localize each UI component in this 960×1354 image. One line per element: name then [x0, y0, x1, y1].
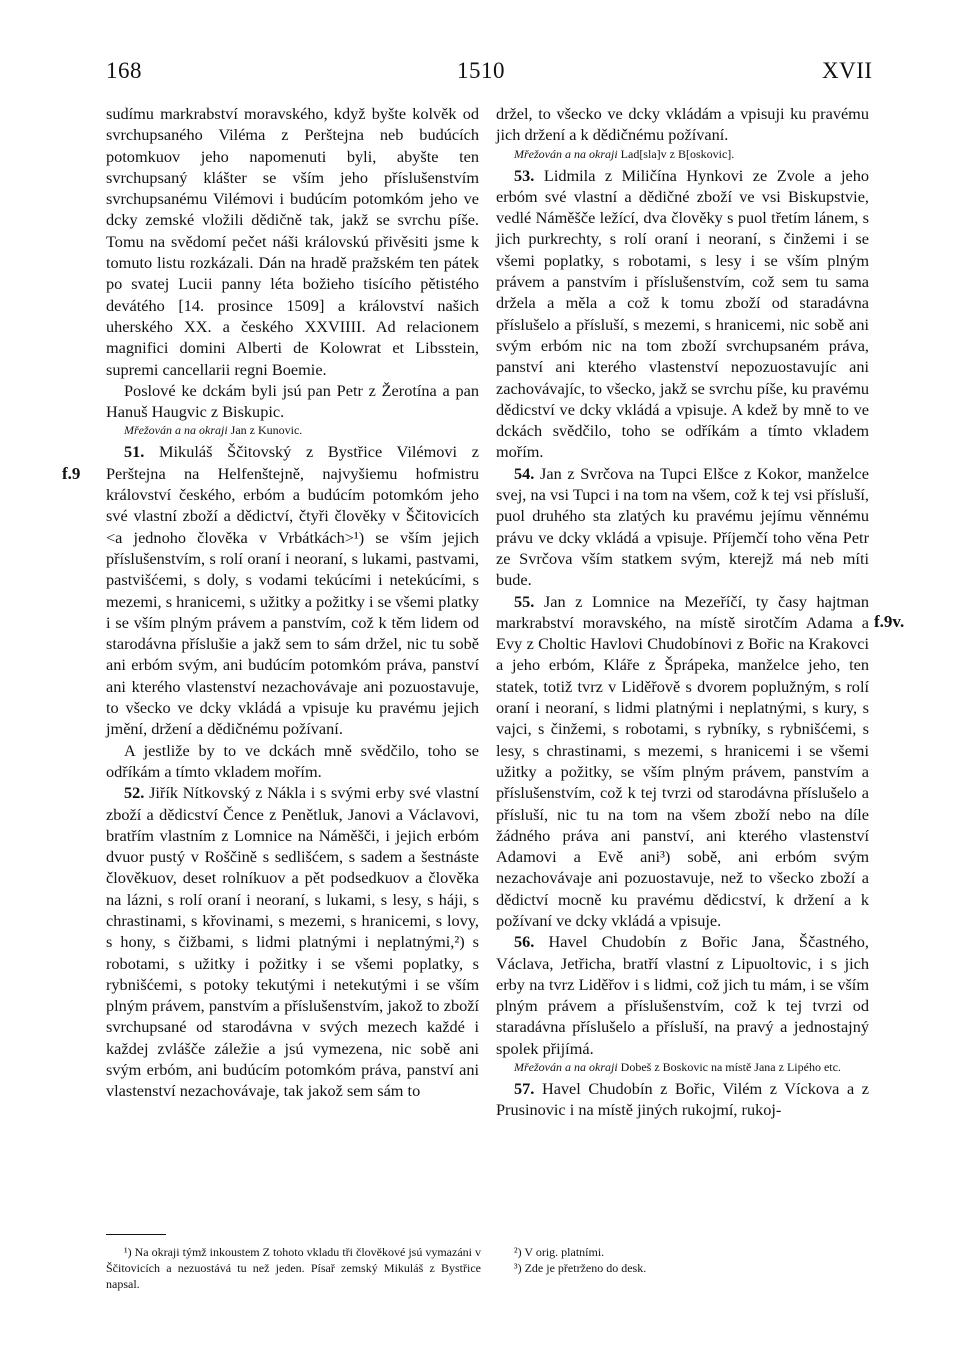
- entry-number: 51.: [124, 442, 145, 462]
- entry-number: 54.: [514, 463, 535, 483]
- entry-number: 52.: [124, 783, 145, 803]
- remark-label: Mřežován a na okraji: [514, 1060, 618, 1075]
- entry-number: 53.: [514, 165, 535, 185]
- paragraph-text: Havel Chudobín z Bořic, Vilém z Víckova a z Prusinovic i na místě jiných rukojmí, rukoj-: [496, 1079, 869, 1120]
- remark-text: Dobeš z Boskovic na místě Jana z Lipého etc.: [620, 1060, 841, 1075]
- margin-remark: [106, 422, 479, 439]
- paragraph-text: Havel Chudobín z Bořic Jana, Ščastného, Václava, Jetřicha, bratří vlastní z Lipuoltovic, i s jich erby na tvrz Liděřov i s lidmi, což jich tu mám, i se vším plným právem a příslušenstvím, což k tej tvrzi od staradávna příslušelo a přísluší, na pravý a jednostajný spolek přijímá.: [496, 932, 870, 1058]
- paragraph-text: Mikuláš Ščitovský z Bystřice Vilémovi z Perštejna na Helfenštejně, najvyšiemu hofmistru království českého, erbóm a budúcím potomkóm jeho své vlastní zboží a dědictví, čtyři člověky v Ščitovicích <a jednoho člověka v Vrbátkách>¹) se vším jejich příslušenstvím, s rolí oraní i neoraní, s lukami, pastvami, pastvišćemi, s doly, s vodami tekúcími i netekúcími, s mezemi, s hranicemi, s užitky a požitky i se všemi platky i se vším plným právem a panstvím, což k těm lidem od starodávna příslušie a jakž sem to sám držel, nic tu sobě ani erbóm svým, ani budúcím potomkóm práva, panství ani kterého vlastenství nezachovávaje ani pozuostavuje, to všecko ve dcky vkládá a vpisuje ku pravému jejich jmění, držení a dědičnému požívaní.: [106, 442, 479, 739]
- footnotes-right: [496, 1244, 871, 1276]
- paragraph-text: Jan z Lomnice na Mezeříčí, ty časy hajtman markrabství moravského, na místě sirotčím Adama a Evy z Choltic Havlovi Chudobínovi z Bořic na Krakovci a jeho erbóm, Kláře z Šprápeka, manželce jeho, ten statek, totiž tvrz v Liděřově s dvorem poplužným, s rolí oraní i neoraní, s lidmi platnými i neplatnými, s kury, s vajci, s činžemi, s robotami, s rybníky, s rybnišćemi, s lesy, s chrastinami, s mezemi, s hranicemi i se všemi užitky a požitky, se vším plným právem, panstvím a příslušenstvím, což k tej tvrzi od starodávna příslušelo a přísluší, nic tu na tom na všem zboží nebo na díle žádného práva ani panství, ani kterého vlastenství Adamovi a Evě ani³) sobě, ani erbóm svým nezachovávaje ani pozuostavuje, než to všecko zboží a dědictví mocně ku pravému dědicství, k držení a k požívaní ve dcky vkládá a vpisuje.: [496, 591, 869, 930]
- left-column: [106, 103, 479, 1102]
- margin-remark: [496, 146, 869, 163]
- text-paragraph: [496, 103, 869, 146]
- entry-paragraph: [496, 463, 869, 591]
- footnote-rule: [106, 1234, 166, 1235]
- remark-text: Jan z Kunovic.: [230, 423, 303, 438]
- entry-number: 57.: [514, 1079, 535, 1099]
- footnote: ¹) Na okraji týmž inkoustem Z tohoto vkladu tři člověkové jsú vymazáni v Ščitovicích a nezuostává tu než jeden. Písař zemský Mikuláš z Bystřice napsal.: [106, 1245, 481, 1291]
- entry-paragraph: [496, 1078, 869, 1121]
- paragraph-text: Jiřík Nítkovský z Nákla i s svými erby své vlastní zboží a dědicství Čence z Penětluk, Janovi a Václavovi, bratřím vlastním z Lomnice na Náměšči, i jejich erbóm dvuor pustý v Roščině s sedlišćem, s sadem a šestnáste člověkuov, deset rolníkuov a pět podsedkuov a člověka na lázni, s rolí oraní i neoraní, s lukami, s lesy, s háji, s chrastinami, s křovinami, s mezemi, s hranicemi, s lovy, s hony, s čižbami, s lidmi platnými i neplatnými,²) s robotami, s užitky i požitky i se všemi poplatky, s rybnišćemi, s potoky tekutými i netekutými i se vším plným právem, panstvím a příslušenstvím, jakož to zboží svrchupsané od starodávna v svých mezech každé i každej zvlášče záležie a jsú vymezena, nic sobě ani svým erbóm, ani budúcím potomkóm práva, panství ani vlastenství nezachovávaje, tak jakož sem sám to: [106, 783, 479, 1101]
- entry-paragraph: [106, 441, 479, 739]
- text-paragraph: [106, 380, 479, 423]
- paragraph-text: držel, to všecko ve dcky vkládám a vpisuji ku pravému jich držení a k dědičnému požívaní.: [496, 104, 869, 145]
- entry-paragraph: [496, 591, 869, 932]
- paragraph-text: Jan z Svrčova na Tupci Elšce z Kokor, manželce svej, na vsi Tupci i na tom na všem, což k tej vsi přísluší, puol druhého sta zlatých ku pravému jejímu věnnému právu ve dcky vkládá a vpisuje. Příjemčí toho věna Petr ze Svrčova vším statkem svým, kterejž má neb míti bude.: [496, 463, 869, 590]
- margin-remark: [496, 1059, 869, 1076]
- right-column: [496, 103, 869, 1121]
- paragraph-text: sudímu markrabství moravského, když byšte kolvěk od svrchupsaného Viléma z Perštejna neb budúcích potomkuov jeho napomenuti byli, abyšte ten svrchupsaný klášter se vším jeho příslušenstvím svrchupsanému Vilémovi i budúcím potomkóm jeho ve dcky zemské vložili dědičně tak, jakž se svrchu píše. Tomu na svědomí pečet náši královskú přivěsiti jsme k tomuto listu rozkázali. Dán na hradě pražském ten pátek po svatej Lucii panny léta božieho tisícího pětistého devátého [14. prosince 1509] a království našich uherského XX. a českého XXVIIII. Ad relacionem magnifici domini Alberti de Kolowrat et Libsstein, supremi cancellarii regni Boemie.: [106, 104, 479, 379]
- entry-number: 56.: [514, 932, 535, 952]
- footnote: ²) V orig. platními.: [514, 1245, 605, 1259]
- remark-label: Mřežován a na okraji: [514, 146, 618, 161]
- remark-text: Lad[sla]v z B[oskovic].: [620, 146, 735, 161]
- book-numeral: XVII: [822, 58, 873, 83]
- paragraph-text: Lidmila z Miličína Hynkovi ze Zvole a jeho erbóm své vlastní a dědičné zboží ve vsi Biskupstvie, vedlé Náměšče ležící, dva člověky s puol třetím lánem, s jich purkrechty, s rolí oraní i neoraní, s činžemi i se všemi poplatky, s robotami, s lesy i se vším plným právem a panstvím i příslušenstvím, což sem tu sama držela a měla a což k tomu zboží od staradávna příslušelo a přísluší, s mezemi, s hranicemi, nic sobě ani svým erbóm nic na tom zboží svrchupsaném práva, panství ani kterého vlastenství nepozuostavujíc ani zachovávajíc, to všecko, jakž se svrchu píše, ku pravému dědicství ve dcky vkládá a vpisuje. A kdež by mně to ve dckách svědčilo, toho se odříkám a tímto vkladem mořím.: [496, 165, 869, 462]
- paragraph-text: Poslové ke dckám byli jsú pan Petr z Žerotína a pan Hanuš Haugvic z Biskupic.: [106, 380, 479, 422]
- footnotes-left: [106, 1244, 481, 1292]
- paragraph-text: A jestliže by to ve dckách mně svědčilo, toho se odříkám a tímto vkladem mořím.: [106, 740, 479, 781]
- remark-label: Mřežován a na okraji: [124, 423, 228, 438]
- footnote: ³) Zde je přetrženo do desk.: [514, 1261, 647, 1275]
- entry-number: 55.: [514, 591, 535, 611]
- margin-folio-left: f.9: [62, 464, 81, 483]
- margin-folio-right: f.9v.: [874, 612, 905, 631]
- entry-paragraph: [496, 165, 869, 463]
- text-paragraph: [106, 740, 479, 783]
- text-paragraph: [106, 103, 479, 380]
- year-heading: 1510: [457, 58, 505, 83]
- entry-paragraph: [106, 782, 479, 1101]
- page-number: 168: [106, 58, 142, 83]
- entry-paragraph: [496, 931, 869, 1059]
